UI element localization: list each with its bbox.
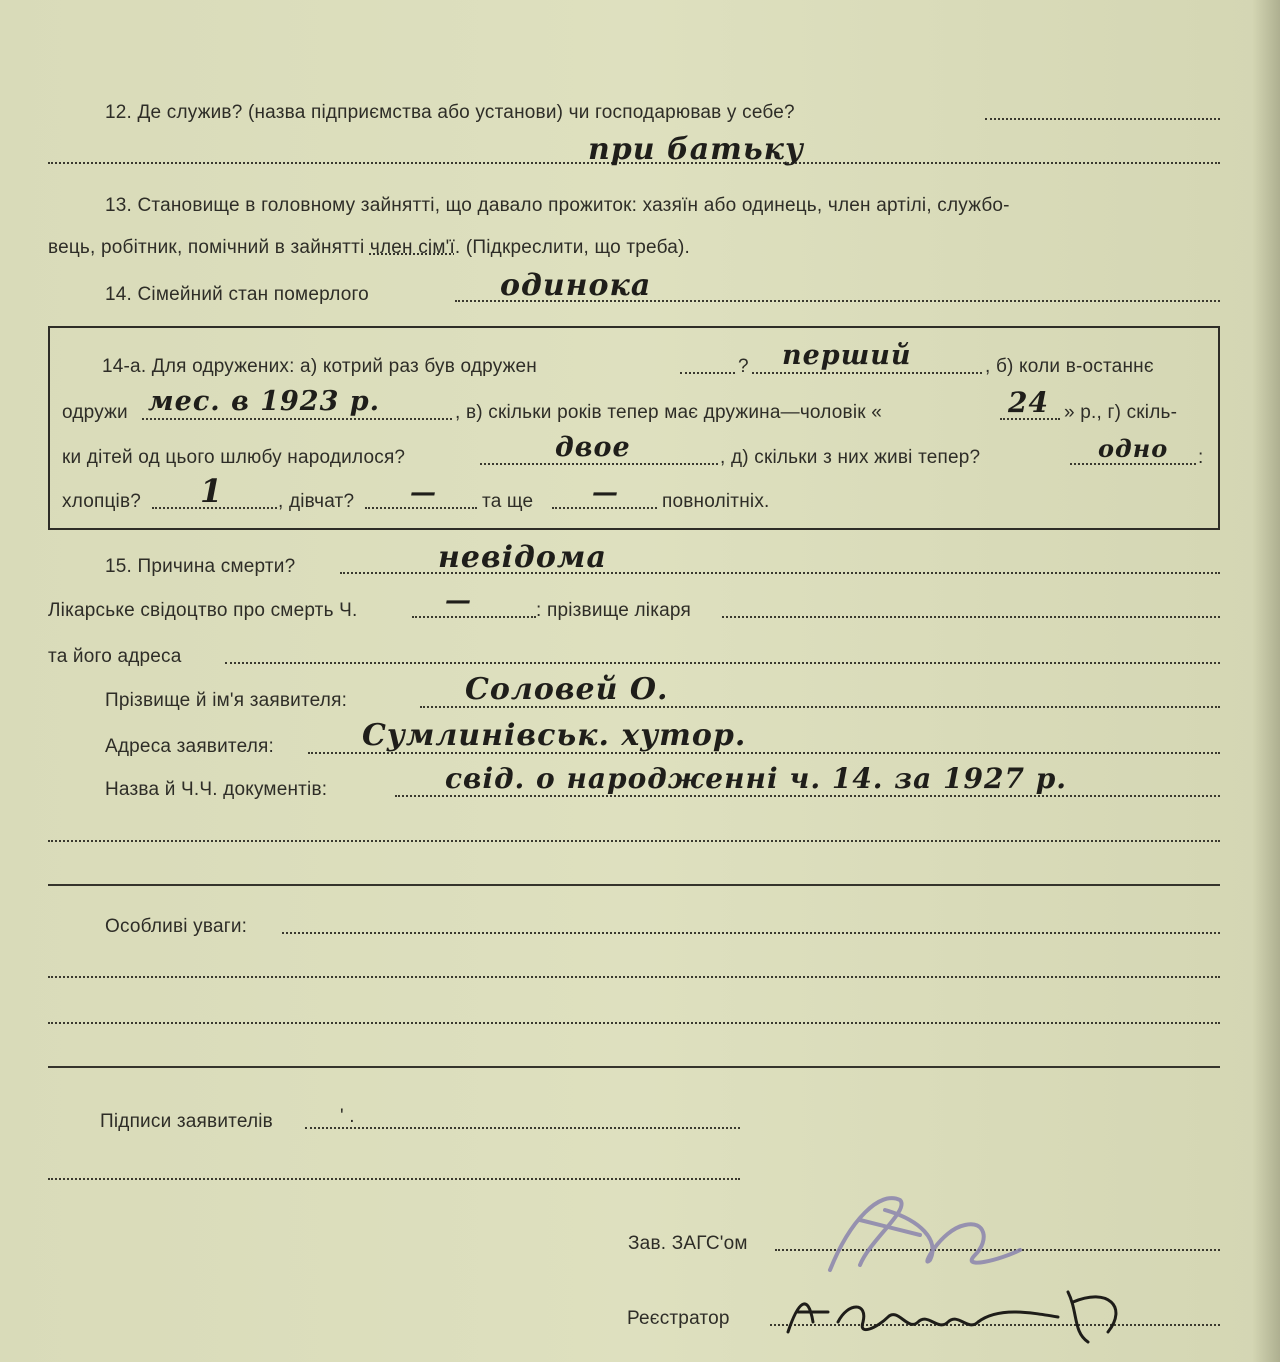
q14a-line3-mid: , д) скільки з них живі тепер? (720, 447, 981, 468)
applicant-name-label: Прізвище й ім'я заявителя: (105, 690, 348, 711)
q14a-children-born: двое (555, 432, 631, 463)
doctor-name-line (722, 616, 1220, 618)
q12-answer: при батьку (588, 132, 804, 167)
medical-cert-label: Лікарське свідоцтво про смерть Ч. (48, 600, 358, 621)
q13-underlined-option: член сім'ї (369, 237, 455, 258)
documents-line (395, 795, 1220, 797)
q14a-marriage-date: мес. в 1923 р. (148, 386, 381, 417)
section-divider-1 (48, 884, 1220, 886)
documents-line-2 (48, 840, 1220, 842)
registrar-signature (768, 1262, 1148, 1352)
notes-line-1 (282, 932, 1220, 934)
q14a-line3-dots-a (480, 463, 718, 465)
q15-answer: невідома (438, 540, 607, 575)
applicant-address: Сумлинівськ. хутор. (362, 718, 747, 753)
page-edge-shadow (1252, 0, 1280, 1362)
applicants-signatures-line-2 (48, 1178, 740, 1180)
documents-value: свід. о народженні ч. 14. за 1927 р. (445, 762, 1068, 795)
q14a-line3-end: : (1198, 447, 1204, 468)
notes-label: Особливі уваги: (105, 916, 248, 937)
q14a-line4-end: повнолітніх. (662, 491, 770, 512)
doctor-address-line (225, 662, 1220, 664)
q14a-line2-mid: , в) скільки років тепер має дружина—чоловік « (455, 402, 883, 423)
medical-cert-number-line (412, 616, 536, 618)
q14a-more-answer: — (592, 478, 619, 508)
q14a-line3-dots-b (1070, 463, 1196, 465)
q14a-line1-b: , б) коли в-останнє (985, 356, 1154, 377)
applicant-name: Соловей О. (465, 672, 669, 707)
q14a-line3-label: ки дітей од цього шлюбу народилося? (62, 447, 406, 468)
q14a-girls-label: , дівчат? (278, 491, 355, 512)
doctor-name-label: : прізвище лікаря (536, 600, 691, 621)
applicants-signatures-line (305, 1127, 740, 1129)
q13-line1: 13. Становище в головному зайнятті, що давало прожиток: хазяїн або одинець, член артілі, службо- (105, 195, 1010, 216)
q14-answer: одинока (500, 268, 652, 303)
q14a-line1-dots-b (752, 372, 982, 374)
q14a-line2-end: » р., г) скіль- (1064, 402, 1178, 423)
q14a-line1-dots-a (680, 372, 735, 374)
notes-line-3 (48, 1022, 1220, 1024)
q14a-girls-answer: — (410, 478, 437, 508)
q14a-spouse-age: 24 (1008, 386, 1049, 419)
q14a-line1-label: 14-а. Для одружених: а) котрий раз був одружен (102, 356, 537, 377)
q12-dotted-line (985, 118, 1220, 120)
documents-label: Назва й Ч.Ч. документів: (105, 779, 328, 800)
q14a-more-label: та ще (482, 491, 534, 512)
q14a-line2-dots (142, 418, 452, 420)
applicants-signature-mark: ' . (340, 1106, 355, 1127)
q14a-children-alive: одно (1098, 434, 1169, 463)
q15-label: 15. Причина смерти? (105, 556, 296, 577)
q14-label: 14. Сімейний стан померлого (105, 284, 369, 305)
medical-cert-number: — (445, 586, 472, 616)
applicants-signatures-label: Підписи заявителів (100, 1111, 273, 1132)
head-zags-label: Зав. ЗАГС'ом (628, 1233, 748, 1254)
q14a-line1-question: ? (738, 356, 749, 377)
registrar-label: Реєстратор (627, 1308, 730, 1329)
q14a-times-married: перший (782, 340, 912, 371)
applicant-address-label: Адреса заявителя: (105, 736, 274, 757)
notes-line-2 (48, 976, 1220, 978)
q13-line2-part2: . (Підкреслити, що треба). (454, 237, 690, 258)
q14a-boys-label: хлопців? (62, 491, 142, 512)
section-divider-2 (48, 1066, 1220, 1068)
q14a-boys-answer: 1 (200, 472, 224, 510)
q14a-line2-label: одружи (62, 402, 128, 423)
q12-label: 12. Де служив? (назва підприємства або установи) чи господарював у себе? (105, 102, 795, 123)
q13-line2-part1: вець, робітник, помічний в зайнятті (48, 237, 365, 258)
doctor-address-label: та його адреса (48, 646, 182, 667)
q13-line2 (48, 237, 690, 259)
